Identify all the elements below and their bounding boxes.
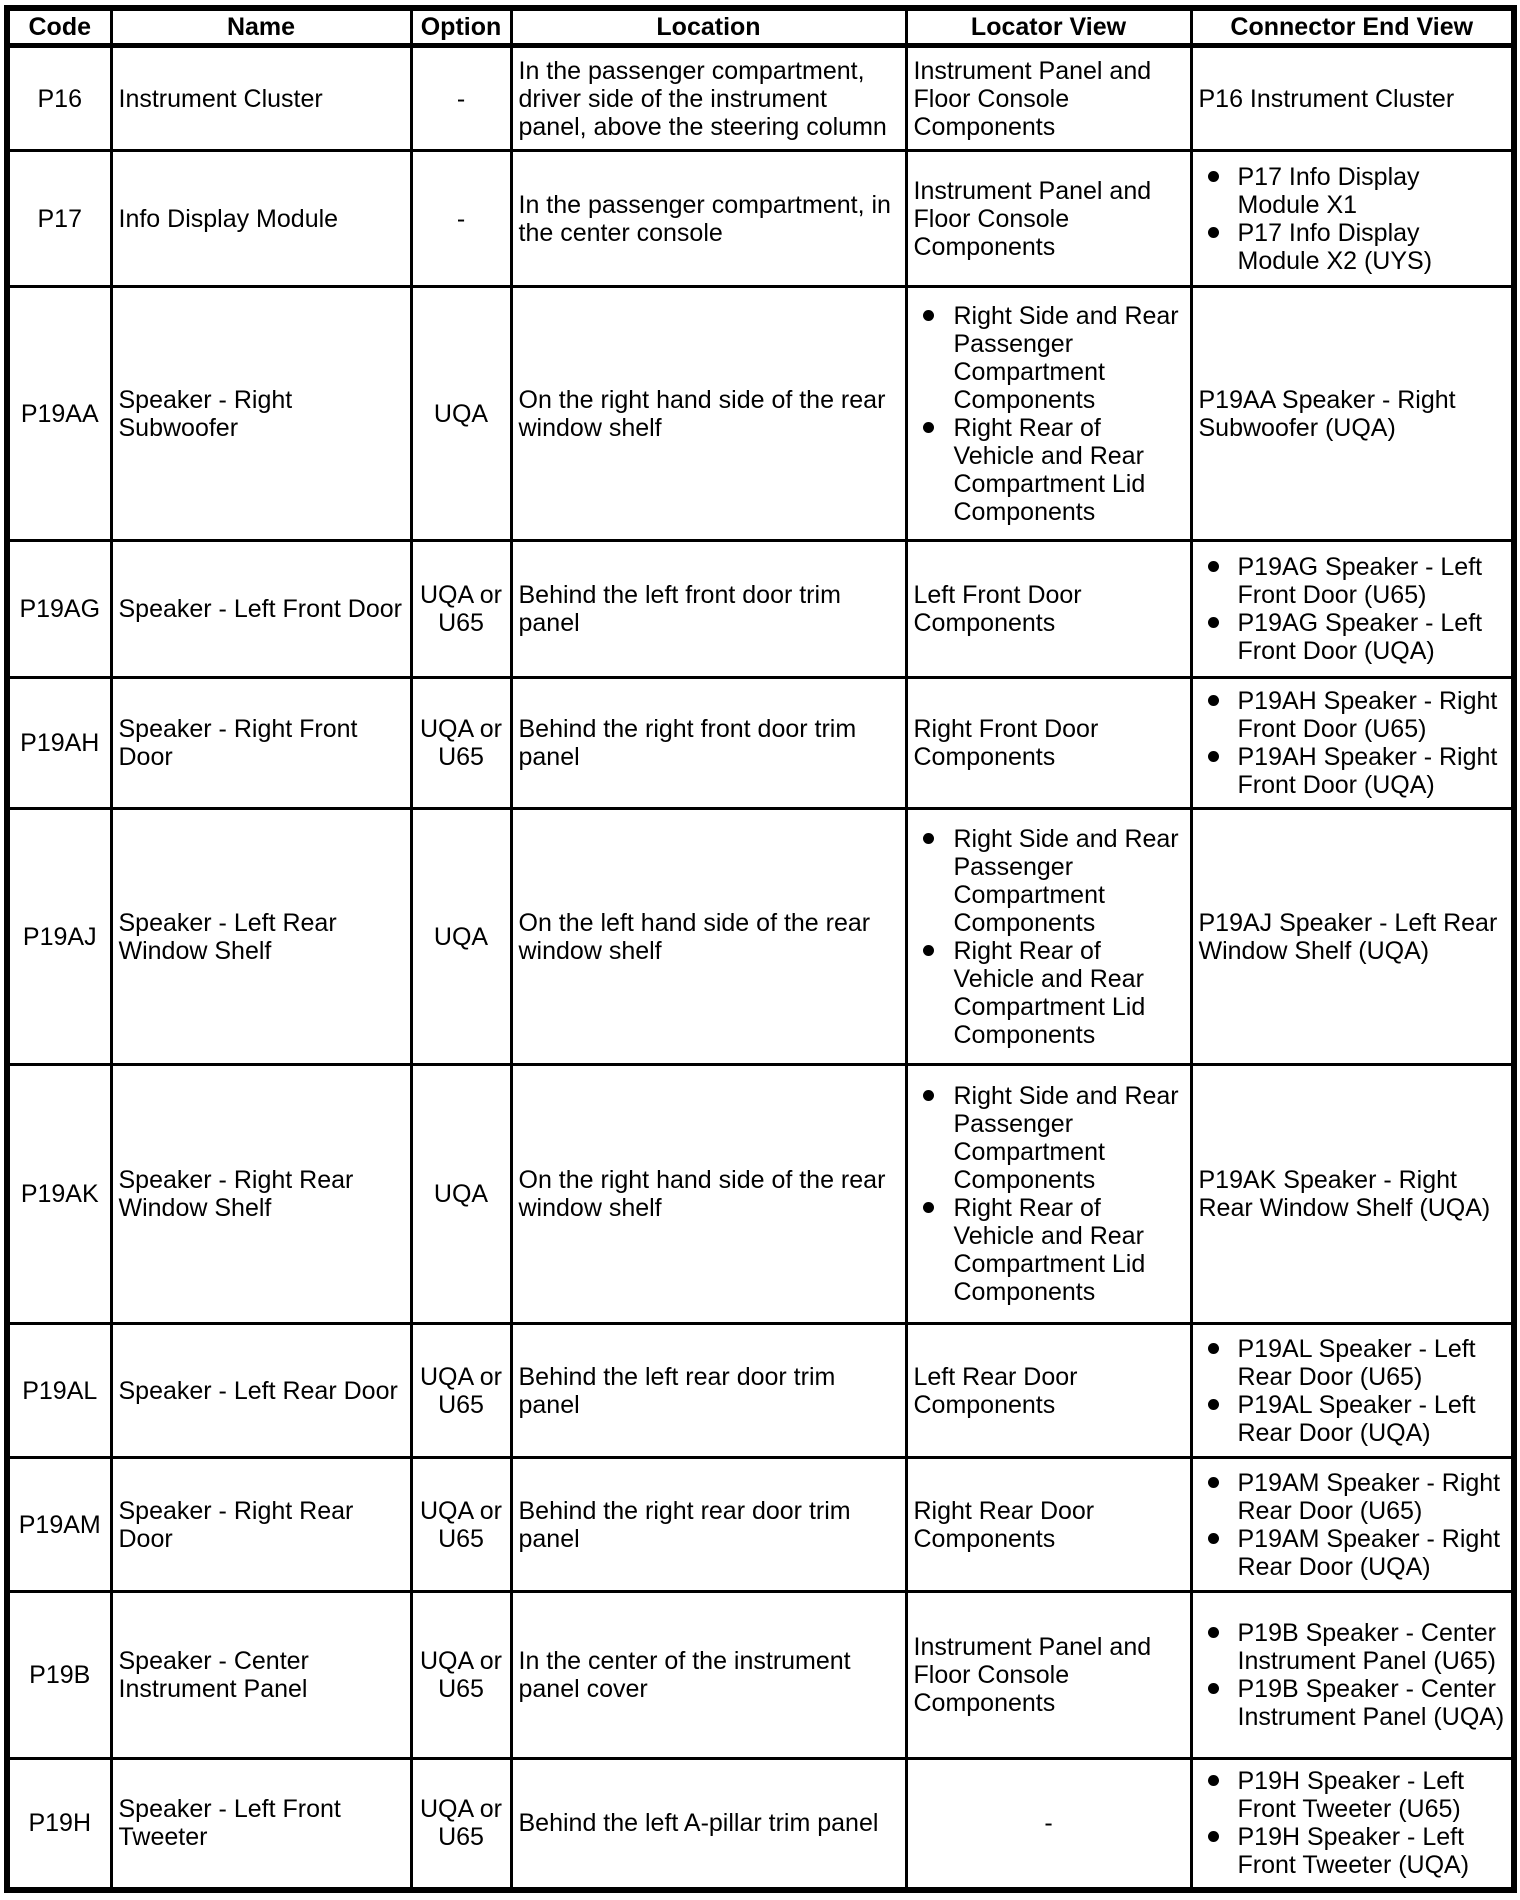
table-row — [7, 809, 1514, 1065]
location-cell: Behind the left front door trim panel — [511, 541, 906, 678]
bullet-item: P19AH Speaker - Right Front Door (U65) — [1199, 687, 1506, 743]
locator-view-text: Right Front Door Components — [913, 715, 1099, 771]
name-cell: Speaker - Left Rear Door — [111, 1324, 411, 1458]
bullet-item: Right Rear of Vehicle and Rear Compartment Lid Components — [914, 937, 1184, 1049]
connector-end-view-text: P16 Instrument Cluster — [1198, 84, 1455, 113]
location-cell: Behind the left rear door trim panel — [511, 1324, 906, 1458]
locator-view-text: Instrument Panel and Floor Console Components — [913, 1633, 1152, 1717]
option-cell: UQA or U65 — [411, 1458, 511, 1592]
location-cell: Behind the right rear door trim panel — [511, 1458, 906, 1592]
connector-end-view-cell — [1191, 541, 1514, 678]
location-cell: In the passenger compartment, driver side of the instrument panel, above the steering column — [511, 46, 906, 151]
bullet-item: P19B Speaker - Center Instrument Panel (UQA) — [1199, 1675, 1506, 1731]
locator-view-cell — [906, 287, 1191, 541]
code-cell: P19AG — [7, 541, 111, 678]
table-row — [7, 46, 1514, 151]
connector-end-view-bullet-list — [1199, 687, 1506, 799]
connector-end-view-text: P19AJ Speaker - Left Rear Window Shelf (UQA) — [1198, 908, 1498, 965]
column-header-connector_end_view: Connector End View — [1191, 8, 1514, 46]
name-cell: Instrument Cluster — [111, 46, 411, 151]
code-cell: P19AM — [7, 1458, 111, 1592]
bullet-item: Right Side and Rear Passenger Compartment Components — [914, 302, 1184, 414]
location-cell: In the center of the instrument panel cover — [511, 1592, 906, 1759]
name-cell: Speaker - Right Subwoofer — [111, 287, 411, 541]
location-cell: Behind the left A-pillar trim panel — [511, 1759, 906, 1890]
location-cell: On the right hand side of the rear window shelf — [511, 287, 906, 541]
code-cell: P19AJ — [7, 809, 111, 1065]
locator-view-text: Left Front Door Components — [913, 581, 1082, 637]
bullet-item: P19B Speaker - Center Instrument Panel (U65) — [1199, 1619, 1506, 1675]
option-cell: UQA — [411, 809, 511, 1065]
locator-view-cell — [906, 678, 1191, 809]
bullet-item: P17 Info Display Module X1 — [1199, 163, 1506, 219]
location-cell: On the left hand side of the rear window shelf — [511, 809, 906, 1065]
bullet-item: Right Side and Rear Passenger Compartment Components — [914, 825, 1184, 937]
table-row — [7, 678, 1514, 809]
column-header-location: Location — [511, 8, 906, 46]
table-row — [7, 1065, 1514, 1324]
locator-view-cell — [906, 46, 1191, 151]
connector-end-view-cell — [1191, 809, 1514, 1065]
name-cell: Info Display Module — [111, 151, 411, 287]
column-header-locator_view: Locator View — [906, 8, 1191, 46]
code-cell: P19AA — [7, 287, 111, 541]
bullet-item: Right Rear of Vehicle and Rear Compartment Lid Components — [914, 414, 1184, 526]
connector-end-view-cell — [1191, 1324, 1514, 1458]
bullet-item: P19AM Speaker - Right Rear Door (U65) — [1199, 1469, 1506, 1525]
locator-view-text: Instrument Panel and Floor Console Components — [913, 176, 1152, 261]
table-body — [7, 46, 1514, 1890]
option-cell: UQA or U65 — [411, 1324, 511, 1458]
option-cell: UQA — [411, 1065, 511, 1324]
locator-view-cell — [906, 1592, 1191, 1759]
locator-view-text: Instrument Panel and Floor Console Components — [913, 56, 1152, 141]
connector-end-view-cell — [1191, 1065, 1514, 1324]
connector-end-view-cell — [1191, 46, 1514, 151]
option-cell: UQA or U65 — [411, 678, 511, 809]
table-row — [7, 151, 1514, 287]
bullet-item: P19AG Speaker - Left Front Door (U65) — [1199, 553, 1506, 609]
locator-view-bullet-list — [914, 302, 1184, 526]
locator-view-cell — [906, 541, 1191, 678]
table-row — [7, 1324, 1514, 1458]
locator-view-cell — [906, 151, 1191, 287]
connector-end-view-cell — [1191, 678, 1514, 809]
connector-end-view-bullet-list — [1199, 1469, 1506, 1581]
locator-view-cell — [906, 1324, 1191, 1458]
table-row — [7, 287, 1514, 541]
locator-view-text: Right Rear Door Components — [913, 1496, 1095, 1553]
bullet-item: P19AL Speaker - Left Rear Door (U65) — [1199, 1335, 1506, 1391]
connector-end-view-bullet-list — [1199, 1335, 1506, 1447]
name-cell: Speaker - Right Rear Door — [111, 1458, 411, 1592]
code-cell: P19AK — [7, 1065, 111, 1324]
connector-end-view-bullet-list — [1199, 1619, 1506, 1731]
bullet-item: Right Side and Rear Passenger Compartment Components — [914, 1082, 1184, 1194]
connector-end-view-cell — [1191, 287, 1514, 541]
table-row — [7, 1759, 1514, 1890]
bullet-item: P19H Speaker - Left Front Tweeter (UQA) — [1199, 1823, 1506, 1879]
connector-end-view-bullet-list — [1199, 1767, 1506, 1879]
locator-view-text: - — [1044, 1809, 1053, 1838]
name-cell: Speaker - Right Rear Window Shelf — [111, 1065, 411, 1324]
code-cell: P19B — [7, 1592, 111, 1759]
locator-view-bullet-list — [914, 1082, 1184, 1306]
code-cell: P17 — [7, 151, 111, 287]
bullet-item: P19AL Speaker - Left Rear Door (UQA) — [1199, 1391, 1506, 1447]
code-cell: P19AL — [7, 1324, 111, 1458]
connector-end-view-cell — [1191, 1458, 1514, 1592]
bullet-item: P19H Speaker - Left Front Tweeter (U65) — [1199, 1767, 1506, 1823]
bullet-item: P17 Info Display Module X2 (UYS) — [1199, 219, 1506, 275]
locator-view-bullet-list — [914, 825, 1184, 1049]
table-row — [7, 541, 1514, 678]
table-row — [7, 1592, 1514, 1759]
option-cell: UQA — [411, 287, 511, 541]
option-cell: - — [411, 151, 511, 287]
code-cell: P19AH — [7, 678, 111, 809]
option-cell: - — [411, 46, 511, 151]
name-cell: Speaker - Left Rear Window Shelf — [111, 809, 411, 1065]
location-cell: In the passenger compartment, in the center console — [511, 151, 906, 287]
header-row — [7, 8, 1514, 46]
connector-end-view-text: P19AK Speaker - Right Rear Window Shelf (UQA) — [1198, 1166, 1491, 1222]
locator-view-cell — [906, 1065, 1191, 1324]
option-cell: UQA or U65 — [411, 1592, 511, 1759]
locator-view-text: Left Rear Door Components — [913, 1362, 1078, 1419]
connector-end-view-bullet-list — [1199, 163, 1506, 275]
code-cell: P19H — [7, 1759, 111, 1890]
location-cell: On the right hand side of the rear window shelf — [511, 1065, 906, 1324]
option-cell: UQA or U65 — [411, 541, 511, 678]
code-cell: P16 — [7, 46, 111, 151]
option-cell: UQA or U65 — [411, 1759, 511, 1890]
locator-view-cell — [906, 809, 1191, 1065]
component-location-table — [4, 5, 1517, 1893]
bullet-item: P19AM Speaker - Right Rear Door (UQA) — [1199, 1525, 1506, 1581]
name-cell: Speaker - Left Front Tweeter — [111, 1759, 411, 1890]
connector-end-view-cell — [1191, 1759, 1514, 1890]
bullet-item: Right Rear of Vehicle and Rear Compartment Lid Components — [914, 1194, 1184, 1306]
bullet-item: P19AH Speaker - Right Front Door (UQA) — [1199, 743, 1506, 799]
connector-end-view-bullet-list — [1199, 553, 1506, 665]
name-cell: Speaker - Center Instrument Panel — [111, 1592, 411, 1759]
column-header-name: Name — [111, 8, 411, 46]
column-header-option: Option — [411, 8, 511, 46]
location-cell: Behind the right front door trim panel — [511, 678, 906, 809]
table-row — [7, 1458, 1514, 1592]
connector-end-view-text: P19AA Speaker - Right Subwoofer (UQA) — [1198, 385, 1456, 442]
name-cell: Speaker - Left Front Door — [111, 541, 411, 678]
name-cell: Speaker - Right Front Door — [111, 678, 411, 809]
locator-view-cell — [906, 1759, 1191, 1890]
connector-end-view-cell — [1191, 1592, 1514, 1759]
bullet-item: P19AG Speaker - Left Front Door (UQA) — [1199, 609, 1506, 665]
connector-end-view-cell — [1191, 151, 1514, 287]
column-header-code: Code — [7, 8, 111, 46]
locator-view-cell — [906, 1458, 1191, 1592]
